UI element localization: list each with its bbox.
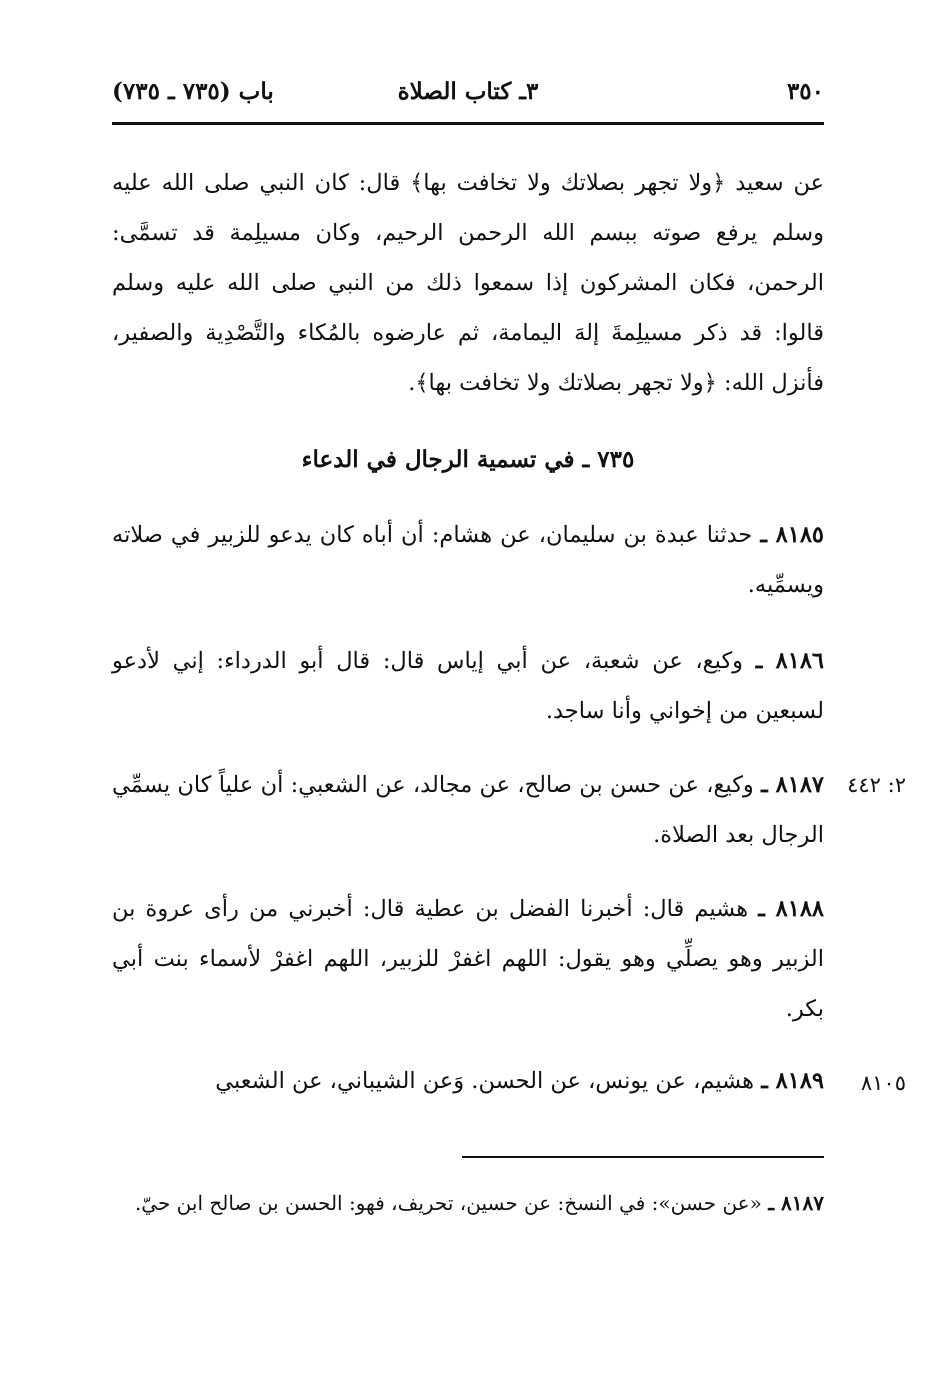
- footnote-rule: [462, 1156, 824, 1158]
- hadith-text: وكيع، عن شعبة، عن أبي إياس قال: قال أبو الدرداء: إني لأدعو لسبعين من إخواني وأنا ساجد.: [112, 648, 824, 724]
- section-heading: ٧٣٥ ـ في تسمية الرجال في الدعاء: [301, 446, 635, 473]
- hadith-text: وكيع، عن حسن بن صالح، عن مجالد، عن الشعبي: أن علياً كان يسمِّي الرجال بعد الصلاة.: [112, 772, 824, 848]
- hadith-8186: [112, 636, 824, 736]
- hadith-number: ٨١٨٩ ـ: [761, 1068, 824, 1094]
- hadith-number: ٨١٨٦ ـ: [755, 648, 824, 674]
- page-header: [112, 78, 824, 112]
- intro-paragraph: عن سعيد ﴿ولا تجهر بصلاتك ولا تخافت بها﴾ قال: كان النبي صلى الله عليه وسلم يرفع صوته ببسم الله الرحمن الرحيم، وكان مسيلِمة قد تسمَّى: الرحمن، فكان المشركون إذا سمعوا ذلك من النبي صلى الله عليه وسلم قالوا: قد ذكر مسيلِمةَ إلهَ اليمامة، ثم عارضوه بالمُكاء والتَّصْدِية والصفير، فأنزل الله: ﴿ولا تجهر بصلاتك ولا تخافت بها﴾.: [112, 170, 824, 396]
- hadith-text: هشيم قال: أخبرنا الفضل بن عطية قال: أخبرني من رأى عروة بن الزبير وهو يصلِّي وهو يقول: اللهم اغفرْ للزبير، اللهم اغفرْ لأسماء بنت أبي بكر.: [112, 896, 824, 1022]
- hadith-8185: [112, 510, 824, 610]
- hadith-number: ٨١٨٧ ـ: [761, 772, 824, 798]
- page-number: ٣٥٠: [786, 78, 824, 105]
- book-title: ٣ـ كتاب الصلاة: [397, 78, 539, 105]
- hadith-text: حدثنا عبدة بن سليمان، عن هشام: أن أباه كان يدعو للزبير في صلاته ويسمِّيه.: [112, 522, 824, 598]
- header-rule: [112, 122, 824, 125]
- hadith-text: هشيم، عن يونس، عن الحسن. وَعن الشيباني، عن الشعبي: [215, 1068, 755, 1094]
- hadith-number: ٨١٨٥ ـ: [760, 522, 824, 548]
- footnote-text: «عن حسن»: في النسخ: عن حسين، تحريف، فهو: الحسن بن صالح ابن حيّ.: [134, 1191, 762, 1215]
- margin-reference: ٨١٠٥: [860, 1071, 906, 1095]
- margin-reference: ٢: ٤٤٢: [847, 773, 906, 797]
- hadith-number: ٨١٨٨ ـ: [758, 896, 824, 922]
- hadith-8189: [112, 1056, 824, 1106]
- hadith-8188: [112, 884, 824, 1034]
- footnote-number: ٨١٨٧ ـ: [768, 1191, 824, 1215]
- hadith-8187: [112, 760, 824, 860]
- footnote: [112, 1180, 824, 1226]
- chapter-range: باب (٧٣٥ ـ ٧٣٥): [112, 78, 274, 105]
